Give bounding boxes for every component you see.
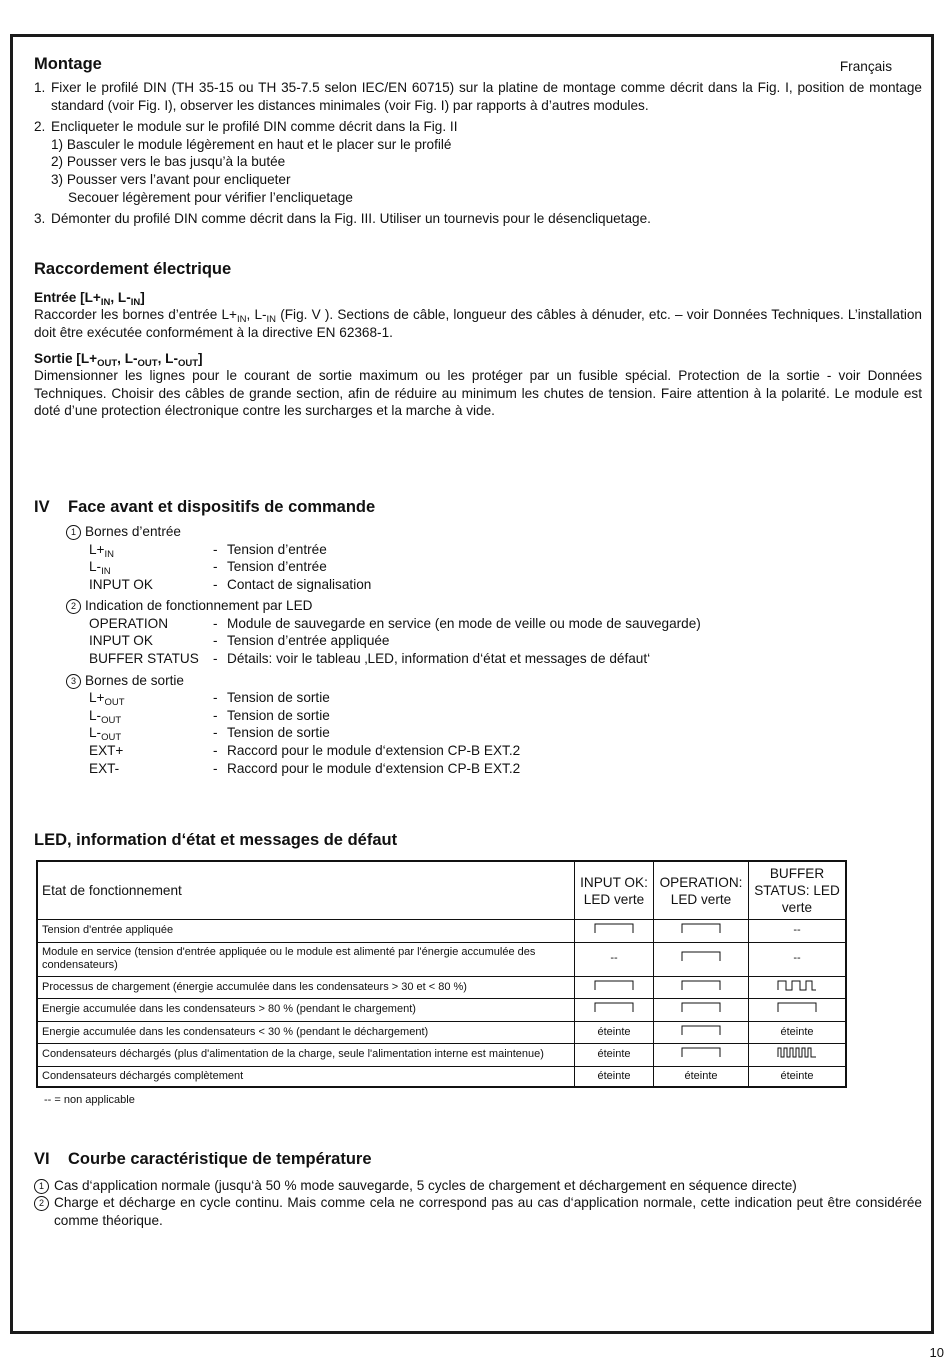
- control-row: INPUT OK - Contact de signalisation: [89, 576, 372, 592]
- control-row: EXT+ - Raccord pour le module d‘extension CP-B EXT.2: [89, 743, 521, 759]
- header-cell: OPERATION: LED verte: [654, 861, 749, 920]
- led-cell: éteinte: [575, 1021, 654, 1044]
- control-row: $L-_{OUT}$ - Tension de sortie: [89, 707, 330, 726]
- led-on-icon: [594, 980, 634, 991]
- control-group-title: 3 Bornes de sortie: [66, 672, 922, 690]
- header-cell: BUFFER STATUS: LED verte: [749, 861, 847, 920]
- state-cell: Module en service (tension d'entrée appliquée ou le module est alimenté par l'énergie accumulée des condensateurs): [37, 942, 575, 976]
- led-cell: [654, 1044, 749, 1067]
- control-group: [66, 672, 922, 778]
- led-cell: éteinte: [575, 1044, 654, 1067]
- led-on-icon: [681, 1047, 721, 1058]
- temp-list: [34, 1177, 922, 1230]
- state-cell: Energie accumulée dans les condensateurs < 30 % (pendant le déchargement): [37, 1021, 575, 1044]
- led-cell: [654, 942, 749, 976]
- control-row: $L-_{OUT}$ - Tension de sortie: [89, 725, 330, 744]
- state-cell: Energie accumulée dans les condensateurs > 80 % (pendant le chargement): [37, 999, 575, 1022]
- led-cell: [749, 1044, 847, 1067]
- led-cell: éteinte: [575, 1066, 654, 1087]
- language-label: Français: [839, 59, 892, 74]
- control-row: EXT- - Raccord pour le module d‘extension CP-B EXT.2: [89, 760, 521, 776]
- control-row: OPERATION - Module de sauvegarde en service (en mode de veille ou mode de sauvegarde): [89, 615, 701, 631]
- face-heading: IV Face avant et dispositifs de commande: [34, 497, 376, 516]
- table-row: [37, 1021, 846, 1044]
- control-row: INPUT OK - Tension d’entrée appliquée: [89, 633, 390, 649]
- table-row: [37, 1044, 846, 1067]
- table-row: [37, 920, 846, 943]
- state-cell: Condensateurs déchargés (plus d'alimentation de la charge, seule l'alimentation interne est maintenue): [37, 1044, 575, 1067]
- led-cell: éteinte: [654, 1066, 749, 1087]
- led-on-icon: [681, 980, 721, 991]
- table-note: -- = non applicable: [44, 1094, 135, 1107]
- led-on-icon: [777, 1002, 817, 1013]
- control-row: $L+_{IN}$ - Tension d’entrée: [89, 541, 327, 560]
- state-cell: Processus de chargement (énergie accumulée dans les condensateurs > 30 et < 80 %): [37, 976, 575, 999]
- header-cell: INPUT OK: LED verte: [575, 861, 654, 920]
- led-cell: [575, 999, 654, 1022]
- led-on-icon: [594, 923, 634, 934]
- led-cell: [749, 999, 847, 1022]
- led-on-icon: [681, 1025, 721, 1036]
- table-row: [37, 999, 846, 1022]
- substep: 3) Pousser vers l’avant pour encliqueter: [51, 171, 291, 187]
- control-row: $L+_{OUT}$ - Tension de sortie: [89, 690, 330, 709]
- face-groups: [34, 523, 922, 777]
- state-cell: Tension d'entrée appliquée: [37, 920, 575, 943]
- led-cell: [575, 920, 654, 943]
- led-cell: --: [749, 942, 847, 976]
- led-cell: [749, 976, 847, 999]
- led-cell: [654, 920, 749, 943]
- entree-subheading: Entrée [$L+_{IN}$, $L-_{IN}$]: [34, 289, 145, 308]
- led-on-icon: [681, 951, 721, 962]
- table-header-row: [37, 861, 846, 920]
- led-heading: LED, information d‘état et messages de défaut: [34, 831, 398, 850]
- led-cell: [654, 976, 749, 999]
- raccordement-heading: Raccordement électrique: [34, 259, 232, 278]
- control-group: [66, 523, 922, 593]
- led-blink-slow-icon: [777, 980, 817, 991]
- led-on-icon: [681, 923, 721, 934]
- led-cell: [654, 999, 749, 1022]
- led-on-icon: [681, 1002, 721, 1013]
- page-content: [34, 54, 922, 1230]
- led-cell: [575, 976, 654, 999]
- led-cell: éteinte: [749, 1021, 847, 1044]
- entree-text: Raccorder les bornes d’entrée $L+_{IN}$, $L-_{IN}$ (Fig. V ). Sections de câble, longueur des câbles à dénuder, etc. – voir Données Techniques. L’installation doit être exécutée conformément à la directive EN 62368-1.: [34, 307, 922, 340]
- led-cell: --: [749, 920, 847, 943]
- list-item: 1. Fixer le profilé DIN (TH 35-15 ou TH 35-7.5 selon IEC/EN 60715) sur la platine de montage comme décrit dans la Fig. I, position de montage standard (voir Fig. I), observer les distances minimales (voir Fig. I) par rapports à d’autres modules.: [34, 80, 922, 113]
- table-row: [37, 942, 846, 976]
- list-item: 2. Encliqueter le module sur le profilé DIN comme décrit dans la Fig. II: [34, 119, 458, 135]
- control-group-title: 2 Indication de fonctionnement par LED: [66, 597, 922, 615]
- page-number: 10: [929, 1345, 944, 1360]
- state-cell: Condensateurs déchargés complètement: [37, 1066, 575, 1087]
- led-blink-fast-icon: [777, 1047, 817, 1058]
- substep-note: Secouer légèrement pour vérifier l’encliquetage: [68, 189, 353, 205]
- table-row: [37, 976, 846, 999]
- control-row: $L-_{IN}$ - Tension d’entrée: [89, 559, 327, 578]
- led-on-icon: [594, 1002, 634, 1013]
- control-group-title: 1 Bornes d’entrée: [66, 523, 922, 541]
- led-cell: éteinte: [749, 1066, 847, 1087]
- list-item: 1 Cas d‘application normale (jusqu‘à 50 % mode sauvegarde, 5 cycles de chargement et déchargement en séquence directe): [34, 1177, 922, 1195]
- temp-heading: VI Courbe caractéristique de température: [34, 1149, 372, 1168]
- led-cell: [654, 1021, 749, 1044]
- table-row: [37, 1066, 846, 1087]
- sortie-text: Dimensionner les lignes pour le courant de sortie maximum ou les protéger par un fusible spécial. Protection de la sortie - voir Données Techniques. Choisir des câbles de grande section, afin de réduire au minimum les chutes de tension. Faire attention à la polarité. Le module est doté d’une protection électronique contre les surcharges et la marche à vide.: [34, 368, 922, 419]
- list-item: 2 Charge et décharge en cycle continu. Mais comme cela ne correspond pas au cas d‘application normale, cette indication peut être considérée comme théorique.: [34, 1194, 922, 1229]
- substep: 2) Pousser vers le bas jusqu’à la butée: [51, 154, 286, 170]
- led-table: [36, 860, 847, 1088]
- list-item: 3. Démonter du profilé DIN comme décrit dans la Fig. III. Utiliser un tournevis pour le désencliquetage.: [34, 211, 651, 227]
- led-cell: --: [575, 942, 654, 976]
- sortie-subheading: Sortie [$L+_{OUT}$, $L-_{OUT}$, $L-_{OUT}$]: [34, 350, 203, 369]
- control-group: [66, 597, 922, 667]
- montage-list: [34, 79, 922, 228]
- substep: 1) Basculer le module légèrement en haut et le placer sur le profilé: [51, 136, 452, 152]
- montage-heading: Montage: [34, 55, 102, 73]
- control-row: BUFFER STATUS - Détails: voir le tableau ‚LED, information d‘état et messages de défaut‘: [89, 651, 651, 667]
- header-cell: Etat de fonctionnement: [37, 861, 575, 920]
